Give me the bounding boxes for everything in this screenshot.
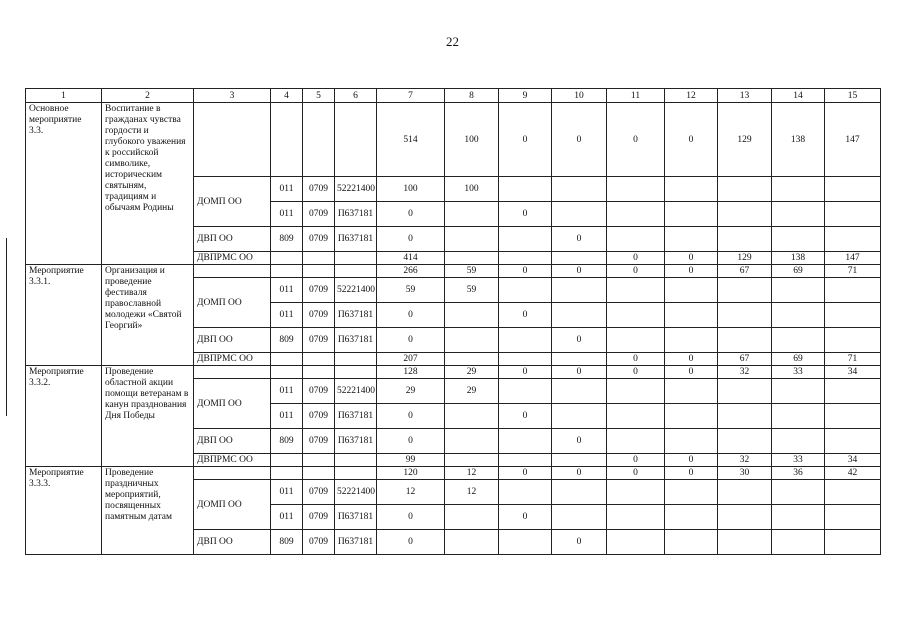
cell-c12	[665, 429, 718, 454]
header-cell-3: 3	[194, 89, 271, 103]
cell-c14	[772, 480, 825, 505]
total-c10: 0	[552, 265, 607, 278]
cell-c11	[607, 379, 665, 404]
dvp-c10: 0	[552, 328, 607, 353]
dvp-c6: П637181	[335, 530, 377, 555]
dvprms-c12: 0	[665, 353, 718, 366]
cell-c13	[718, 278, 772, 303]
section-title: Основное мероприятие 3.3.	[26, 103, 102, 265]
cell-c10	[552, 454, 607, 467]
cell-c13	[718, 505, 772, 530]
cell-c4	[271, 103, 303, 177]
header-cell-8: 8	[445, 89, 499, 103]
total-c11: 0	[607, 366, 665, 379]
section-total-row	[26, 467, 881, 480]
cell-c8	[445, 328, 499, 353]
dvp-c7: 0	[377, 328, 445, 353]
total-c14: 33	[772, 366, 825, 379]
cell-c14	[772, 227, 825, 252]
dvp-c5: 0709	[303, 227, 335, 252]
total-c12: 0	[665, 103, 718, 177]
section-total-row	[26, 265, 881, 278]
cell-c12	[665, 227, 718, 252]
section-total-row	[26, 103, 881, 177]
total-c13: 129	[718, 103, 772, 177]
domp-c7: 0	[377, 505, 445, 530]
domp-c8: 12	[445, 480, 499, 505]
cell-c15	[825, 404, 881, 429]
total-c14: 69	[772, 265, 825, 278]
cell-c13	[718, 429, 772, 454]
cell-c10	[552, 177, 607, 202]
domp-c4: 011	[271, 303, 303, 328]
header-cell-9: 9	[499, 89, 552, 103]
cell-c12	[665, 202, 718, 227]
dvprms-c7: 414	[377, 252, 445, 265]
cell-c14	[772, 303, 825, 328]
section-title: Мероприятие 3.3.2.	[26, 366, 102, 467]
header-cell-1: 1	[26, 89, 102, 103]
cell-c6	[335, 252, 377, 265]
total-c9: 0	[499, 103, 552, 177]
cell-c3	[194, 366, 271, 379]
domp-label: ДОМП ОО	[194, 480, 271, 530]
domp-c6: П637181	[335, 404, 377, 429]
cell-c12	[665, 530, 718, 555]
total-c8: 29	[445, 366, 499, 379]
cell-c9	[499, 328, 552, 353]
cell-c14	[772, 177, 825, 202]
cell-c15	[825, 505, 881, 530]
cell-c4	[271, 366, 303, 379]
domp-c6: 52221400	[335, 379, 377, 404]
domp-c4: 011	[271, 202, 303, 227]
cell-c8	[445, 429, 499, 454]
cell-c12	[665, 177, 718, 202]
cell-c12	[665, 505, 718, 530]
cell-c5	[303, 366, 335, 379]
dvp-c6: П637181	[335, 328, 377, 353]
domp-c5: 0709	[303, 505, 335, 530]
cell-c11	[607, 278, 665, 303]
dvprms-c14: 69	[772, 353, 825, 366]
cell-c14	[772, 379, 825, 404]
domp-c7: 0	[377, 303, 445, 328]
domp-c7: 59	[377, 278, 445, 303]
cell-c10	[552, 353, 607, 366]
total-c11: 0	[607, 265, 665, 278]
cell-c9	[499, 454, 552, 467]
cell-c3	[194, 103, 271, 177]
cell-c14	[772, 530, 825, 555]
cell-c4	[271, 252, 303, 265]
cell-c8	[445, 353, 499, 366]
cell-c14	[772, 429, 825, 454]
cell-c3	[194, 467, 271, 480]
domp-c8	[445, 404, 499, 429]
cell-c6	[335, 265, 377, 278]
cell-c15	[825, 530, 881, 555]
dvp-c4: 809	[271, 429, 303, 454]
cell-c12	[665, 303, 718, 328]
cell-c5	[303, 252, 335, 265]
dvprms-c15: 71	[825, 353, 881, 366]
dvprms-c14: 138	[772, 252, 825, 265]
header-cell-11: 11	[607, 89, 665, 103]
cell-c12	[665, 278, 718, 303]
total-c8: 59	[445, 265, 499, 278]
dvprms-c15: 147	[825, 252, 881, 265]
cell-c10	[552, 480, 607, 505]
cell-c11	[607, 480, 665, 505]
cell-c11	[607, 303, 665, 328]
dvprms-label: ДВПРМС ОО	[194, 252, 271, 265]
cell-c6	[335, 467, 377, 480]
cell-c6	[335, 454, 377, 467]
cell-c5	[303, 103, 335, 177]
dvprms-c11: 0	[607, 454, 665, 467]
margin-line	[6, 238, 7, 416]
domp-c7: 12	[377, 480, 445, 505]
cell-c10	[552, 404, 607, 429]
dvp-label: ДВП ОО	[194, 227, 271, 252]
header-row	[26, 89, 881, 103]
dvp-c6: П637181	[335, 429, 377, 454]
cell-c11	[607, 202, 665, 227]
cell-c6	[335, 353, 377, 366]
cell-c11	[607, 505, 665, 530]
domp-c6: П637181	[335, 505, 377, 530]
cell-c8	[445, 227, 499, 252]
dvp-c4: 809	[271, 227, 303, 252]
dvprms-label: ДВПРМС ОО	[194, 454, 271, 467]
header-cell-13: 13	[718, 89, 772, 103]
dvp-c10: 0	[552, 429, 607, 454]
header-cell-7: 7	[377, 89, 445, 103]
cell-c9	[499, 530, 552, 555]
cell-c9	[499, 227, 552, 252]
dvp-label: ДВП ОО	[194, 328, 271, 353]
domp-c4: 011	[271, 505, 303, 530]
dvp-c4: 809	[271, 530, 303, 555]
cell-c11	[607, 404, 665, 429]
total-c14: 36	[772, 467, 825, 480]
total-c7: 514	[377, 103, 445, 177]
cell-c4	[271, 353, 303, 366]
domp-c4: 011	[271, 404, 303, 429]
total-c13: 30	[718, 467, 772, 480]
header-cell-5: 5	[303, 89, 335, 103]
total-c7: 266	[377, 265, 445, 278]
cell-c15	[825, 429, 881, 454]
cell-c14	[772, 404, 825, 429]
domp-c9: 0	[499, 404, 552, 429]
total-c12: 0	[665, 467, 718, 480]
domp-label: ДОМП ОО	[194, 379, 271, 429]
total-c10: 0	[552, 467, 607, 480]
cell-c9	[499, 429, 552, 454]
dvp-c5: 0709	[303, 429, 335, 454]
domp-c5: 0709	[303, 404, 335, 429]
domp-c5: 0709	[303, 177, 335, 202]
cell-c10	[552, 278, 607, 303]
cell-c11	[607, 429, 665, 454]
cell-c6	[335, 366, 377, 379]
cell-c11	[607, 530, 665, 555]
dvp-label: ДВП ОО	[194, 530, 271, 555]
header-cell-12: 12	[665, 89, 718, 103]
cell-c12	[665, 379, 718, 404]
cell-c5	[303, 265, 335, 278]
total-c7: 128	[377, 366, 445, 379]
domp-c9	[499, 177, 552, 202]
cell-c15	[825, 328, 881, 353]
domp-c9: 0	[499, 303, 552, 328]
dvprms-c11: 0	[607, 252, 665, 265]
cell-c15	[825, 303, 881, 328]
dvp-c5: 0709	[303, 328, 335, 353]
cell-c14	[772, 202, 825, 227]
domp-c7: 29	[377, 379, 445, 404]
section-description: Воспитание в гражданах чувства гордости и глубокого уважения к российской символике, историческим святыням, традициям и обычаям Родины	[102, 103, 194, 265]
domp-c5: 0709	[303, 480, 335, 505]
dvprms-c13: 129	[718, 252, 772, 265]
domp-label: ДОМП ОО	[194, 278, 271, 328]
header-cell-2: 2	[102, 89, 194, 103]
domp-c6: 52221400	[335, 177, 377, 202]
total-c9: 0	[499, 265, 552, 278]
section-description: Проведение областной акции помощи ветеранам в канун празднования Дня Победы	[102, 366, 194, 467]
header-cell-4: 4	[271, 89, 303, 103]
domp-c4: 011	[271, 480, 303, 505]
cell-c12	[665, 404, 718, 429]
cell-c10	[552, 252, 607, 265]
cell-c13	[718, 177, 772, 202]
cell-c8	[445, 252, 499, 265]
dvprms-c7: 99	[377, 454, 445, 467]
domp-c4: 011	[271, 177, 303, 202]
header-cell-10: 10	[552, 89, 607, 103]
header-cell-14: 14	[772, 89, 825, 103]
domp-c6: 52221400	[335, 278, 377, 303]
domp-c6: 52221400	[335, 480, 377, 505]
dvp-c6: П637181	[335, 227, 377, 252]
cell-c13	[718, 379, 772, 404]
cell-c13	[718, 202, 772, 227]
cell-c12	[665, 328, 718, 353]
dvprms-c13: 32	[718, 454, 772, 467]
total-c7: 120	[377, 467, 445, 480]
cell-c10	[552, 303, 607, 328]
total-c14: 138	[772, 103, 825, 177]
page-number: 22	[446, 34, 459, 49]
cell-c11	[607, 227, 665, 252]
cell-c5	[303, 467, 335, 480]
cell-c3	[194, 265, 271, 278]
domp-c4: 011	[271, 379, 303, 404]
domp-c7: 0	[377, 404, 445, 429]
dvp-label: ДВП ОО	[194, 429, 271, 454]
total-c9: 0	[499, 467, 552, 480]
domp-c5: 0709	[303, 202, 335, 227]
domp-c8: 59	[445, 278, 499, 303]
cell-c4	[271, 265, 303, 278]
domp-c7: 100	[377, 177, 445, 202]
cell-c13	[718, 404, 772, 429]
dvprms-c15: 34	[825, 454, 881, 467]
dvp-c5: 0709	[303, 530, 335, 555]
cell-c10	[552, 379, 607, 404]
total-c15: 71	[825, 265, 881, 278]
cell-c12	[665, 480, 718, 505]
dvp-c10: 0	[552, 227, 607, 252]
domp-c9	[499, 480, 552, 505]
cell-c9	[499, 353, 552, 366]
domp-c8	[445, 303, 499, 328]
total-c9: 0	[499, 366, 552, 379]
cell-c13	[718, 530, 772, 555]
domp-c8: 100	[445, 177, 499, 202]
dvp-c7: 0	[377, 429, 445, 454]
total-c10: 0	[552, 103, 607, 177]
cell-c14	[772, 278, 825, 303]
total-c13: 32	[718, 366, 772, 379]
dvprms-c14: 33	[772, 454, 825, 467]
cell-c14	[772, 505, 825, 530]
cell-c13	[718, 328, 772, 353]
cell-c13	[718, 303, 772, 328]
domp-c9	[499, 278, 552, 303]
cell-c15	[825, 177, 881, 202]
dvprms-c12: 0	[665, 252, 718, 265]
cell-c13	[718, 480, 772, 505]
cell-c11	[607, 177, 665, 202]
total-c12: 0	[665, 366, 718, 379]
cell-c8	[445, 530, 499, 555]
domp-c9	[499, 379, 552, 404]
cell-c15	[825, 278, 881, 303]
domp-c8	[445, 202, 499, 227]
budget-table	[25, 88, 881, 555]
cell-c9	[499, 252, 552, 265]
cell-c6	[335, 103, 377, 177]
dvprms-c7: 207	[377, 353, 445, 366]
cell-c5	[303, 454, 335, 467]
dvprms-c11: 0	[607, 353, 665, 366]
cell-c14	[772, 328, 825, 353]
total-c8: 12	[445, 467, 499, 480]
cell-c15	[825, 379, 881, 404]
domp-c6: П637181	[335, 303, 377, 328]
cell-c10	[552, 202, 607, 227]
cell-c4	[271, 467, 303, 480]
dvp-c7: 0	[377, 530, 445, 555]
dvprms-c12: 0	[665, 454, 718, 467]
domp-c5: 0709	[303, 303, 335, 328]
total-c13: 67	[718, 265, 772, 278]
cell-c8	[445, 454, 499, 467]
section-title: Мероприятие 3.3.1.	[26, 265, 102, 366]
dvprms-label: ДВПРМС ОО	[194, 353, 271, 366]
section-description: Организация и проведение фестиваля православной молодежи «Святой Георгий»	[102, 265, 194, 366]
header-cell-15: 15	[825, 89, 881, 103]
section-total-row	[26, 366, 881, 379]
dvp-c4: 809	[271, 328, 303, 353]
domp-c7: 0	[377, 202, 445, 227]
section-description: Проведение праздничных мероприятий, посвященных памятным датам	[102, 467, 194, 555]
total-c11: 0	[607, 467, 665, 480]
dvp-c7: 0	[377, 227, 445, 252]
domp-c8	[445, 505, 499, 530]
dvprms-c13: 67	[718, 353, 772, 366]
total-c10: 0	[552, 366, 607, 379]
domp-c4: 011	[271, 278, 303, 303]
domp-c6: П637181	[335, 202, 377, 227]
cell-c13	[718, 227, 772, 252]
domp-c9: 0	[499, 505, 552, 530]
total-c8: 100	[445, 103, 499, 177]
total-c15: 42	[825, 467, 881, 480]
domp-c9: 0	[499, 202, 552, 227]
total-c11: 0	[607, 103, 665, 177]
cell-c15	[825, 202, 881, 227]
domp-c8: 29	[445, 379, 499, 404]
total-c15: 147	[825, 103, 881, 177]
cell-c4	[271, 454, 303, 467]
cell-c10	[552, 505, 607, 530]
domp-label: ДОМП ОО	[194, 177, 271, 227]
domp-c5: 0709	[303, 278, 335, 303]
cell-c11	[607, 328, 665, 353]
total-c12: 0	[665, 265, 718, 278]
header-cell-6: 6	[335, 89, 377, 103]
cell-c5	[303, 353, 335, 366]
section-title: Мероприятие 3.3.3.	[26, 467, 102, 555]
cell-c15	[825, 227, 881, 252]
total-c15: 34	[825, 366, 881, 379]
dvp-c10: 0	[552, 530, 607, 555]
cell-c15	[825, 480, 881, 505]
domp-c5: 0709	[303, 379, 335, 404]
